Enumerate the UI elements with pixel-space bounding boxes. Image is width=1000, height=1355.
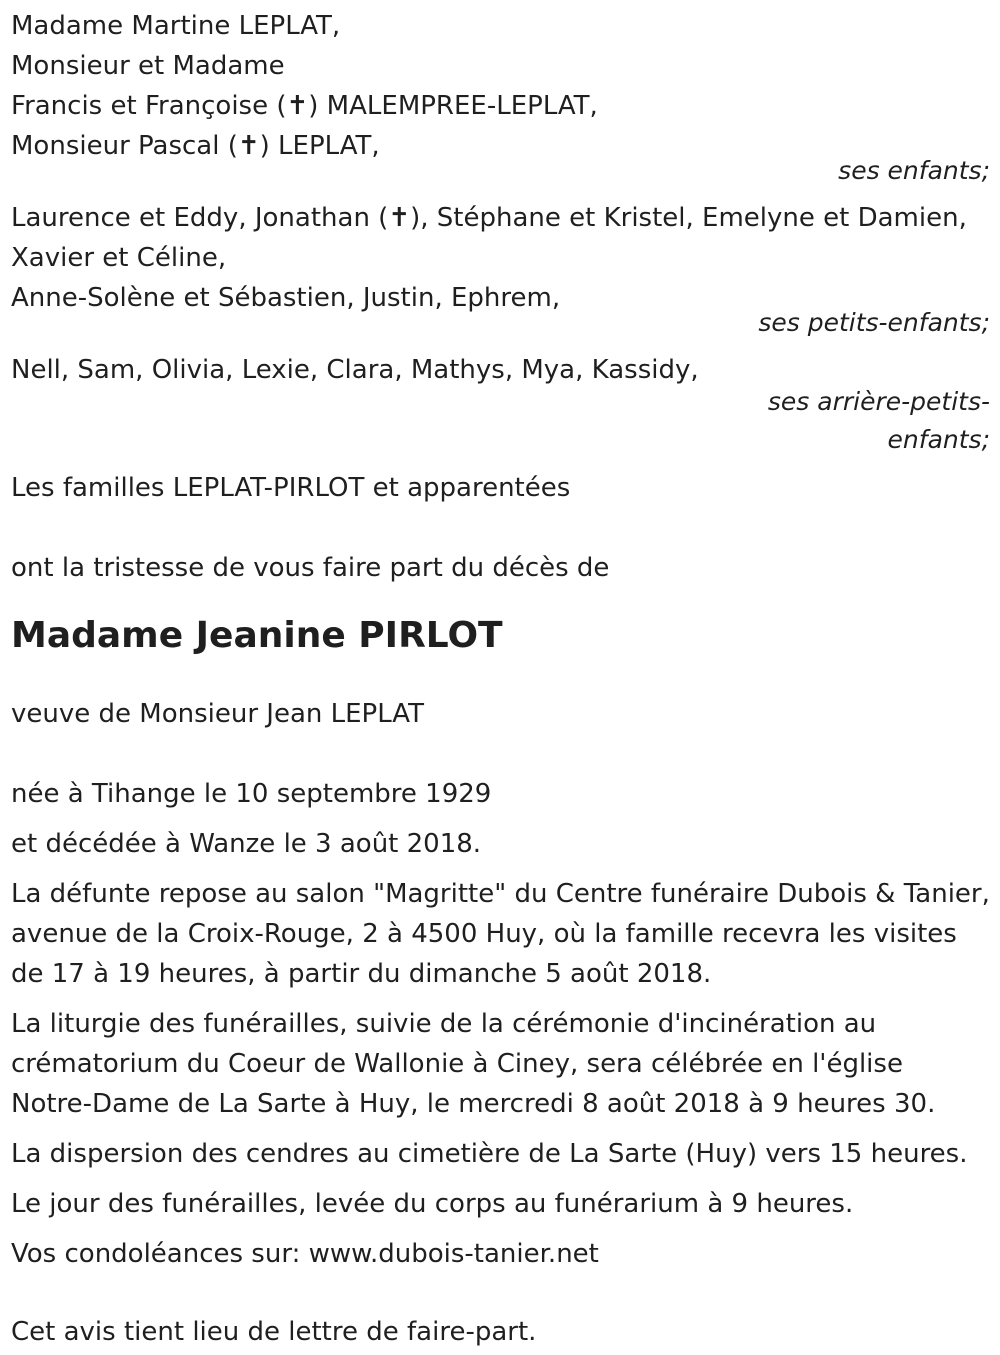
children-block xyxy=(11,6,990,190)
role-label xyxy=(11,382,990,460)
great-grandchildren-block xyxy=(11,350,990,460)
text-line: Madame Martine LEPLAT, xyxy=(11,11,341,41)
text-line: Nell, Sam, Olivia, Lexie, Clara, Mathys, Mya, Kassidy, xyxy=(11,355,699,385)
death-line: et décédée à Wanze le 3 août 2018. xyxy=(11,829,482,859)
families-line: Les familles LEPLAT-PIRLOT et apparentées xyxy=(11,473,571,503)
text-line: Xavier et Céline, xyxy=(11,243,227,273)
closing-line: Cet avis tient lieu de lettre de faire-part. xyxy=(11,1317,537,1347)
widow-line: veuve de Monsieur Jean LEPLAT xyxy=(11,699,424,729)
visitation-paragraph: La défunte repose au salon "Magritte" du Centre funéraire Dubois & Tanier, avenue de la Croix-Rouge, 2 à 4500 Huy, où la famille recevra les visites de 17 à 19 heures, à partir du dimanche 5 août 2018. xyxy=(11,879,990,989)
role-label: ses enfants; xyxy=(838,156,990,185)
spacer xyxy=(11,1284,990,1312)
text-line: Monsieur Pascal (✝) LEPLAT, xyxy=(11,131,380,161)
text-line: Anne-Solène et Sébastien, Justin, Ephrem, xyxy=(11,283,561,313)
spacer xyxy=(11,508,990,548)
text-line: Laurence et Eddy, Jonathan (✝), Stéphane et Kristel, Emelyne et Damien, xyxy=(11,203,967,233)
birth-line: née à Tihange le 10 septembre 1929 xyxy=(11,779,492,809)
role-label-line: ses arrière-petits- xyxy=(767,387,990,416)
text-line: Monsieur et Madame xyxy=(11,51,285,81)
role-label-line: enfants; xyxy=(887,425,990,454)
grandchildren-block xyxy=(11,198,990,342)
condolences-paragraph: Vos condoléances sur: www.dubois-tanier.net xyxy=(11,1239,599,1269)
ashes-paragraph: La dispersion des cendres au cimetière de La Sarte (Huy) vers 15 heures. xyxy=(11,1139,968,1169)
funeral-departure-paragraph: Le jour des funérailles, levée du corps au funérarium à 9 heures. xyxy=(11,1189,854,1219)
spacer xyxy=(11,734,990,774)
deceased-name: Madame Jeanine PIRLOT xyxy=(11,615,503,656)
text-line: Francis et Françoise (✝) MALEMPREE-LEPLAT, xyxy=(11,91,598,121)
role-label: ses petits-enfants; xyxy=(758,308,990,337)
ceremony-paragraph: La liturgie des funérailles, suivie de la cérémonie d'incinération au crématorium du Coeur de Wallonie à Ciney, sera célébrée en l'église Notre-Dame de La Sarte à Huy, le mercredi 8 août 2018 à 9 heures 30. xyxy=(11,1009,936,1119)
announcement-line: ont la tristesse de vous faire part du décès de xyxy=(11,553,610,583)
